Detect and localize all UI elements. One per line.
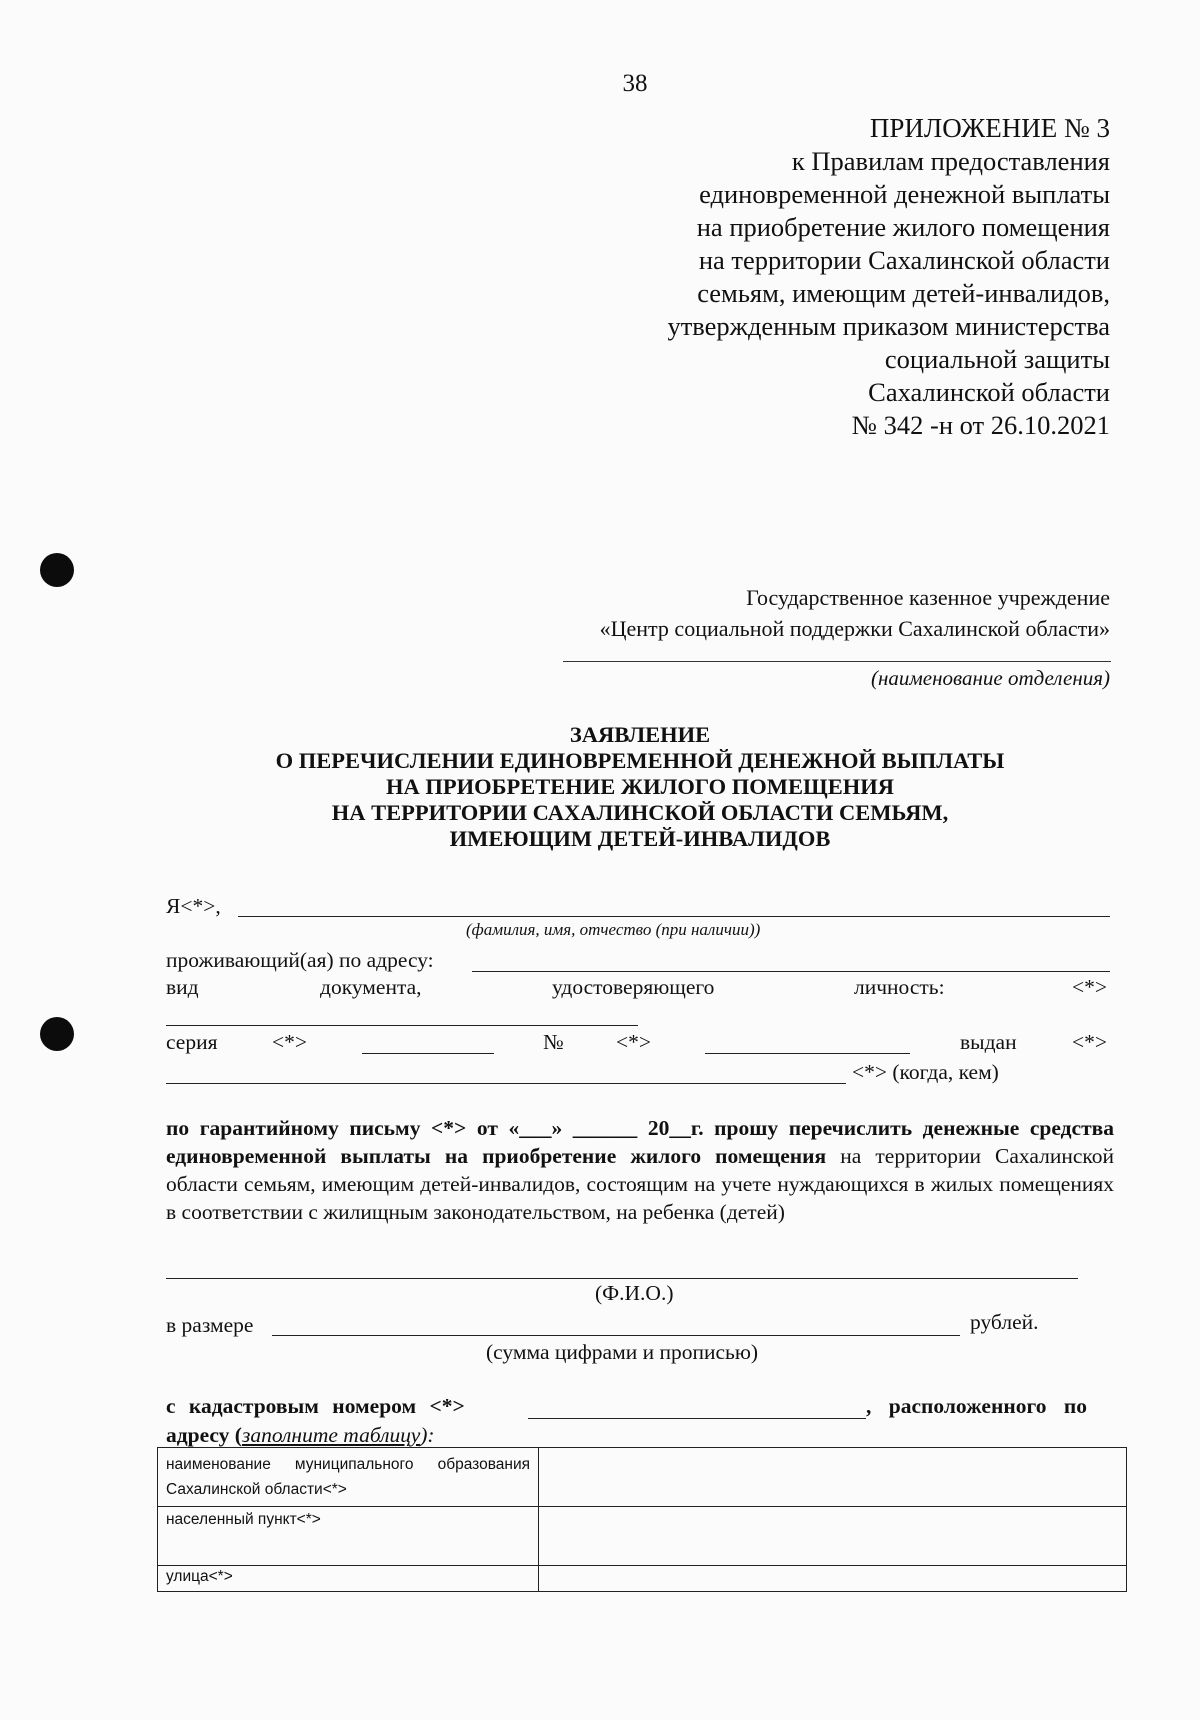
cadastre-label: с кадастровым номером <*> <box>166 1394 465 1418</box>
settlement-label: населенный пункт<*> <box>166 1511 321 1528</box>
applicant-name-caption: (фамилия, имя, отчество (при наличии)) <box>466 920 761 939</box>
doc-word: документа, <box>320 975 422 999</box>
amount-field[interactable] <box>272 1335 960 1336</box>
issued-field[interactable] <box>166 1083 846 1084</box>
annex-line: семьям, имеющим детей-инвалидов, <box>697 278 1110 308</box>
applicant-name-field[interactable] <box>238 916 1110 917</box>
street-label: улица<*> <box>166 1568 233 1585</box>
annex-line: № 342 -н от 26.10.2021 <box>851 410 1110 440</box>
binder-hole-bottom <box>40 1017 74 1051</box>
request-text: на территории Сахалинской области семьям, имеющим детей-инвалидов, состоящим на учете нуждающихся в жилых помещениях в соответствии с жилищным законодательством, на ребенка (детей) <box>166 1144 1115 1224</box>
annex-title: ПРИЛОЖЕНИЕ № 3 <box>869 113 1110 143</box>
document-type-field[interactable] <box>166 1025 638 1026</box>
municipality-value-cell[interactable] <box>539 1448 1127 1507</box>
department-caption: (наименование отделения) <box>870 666 1110 690</box>
title-line: О ПЕРЕЧИСЛЕНИИ ЕДИНОВРЕМЕННОЙ ДЕНЕЖНОЙ ВЫПЛАТЫ <box>275 748 1005 773</box>
doc-word: вид <box>166 975 199 999</box>
issued-label: выдан <box>960 1030 1017 1054</box>
street-value-cell[interactable] <box>539 1566 1127 1592</box>
amount-suffix: рублей. <box>970 1310 1039 1334</box>
table-row <box>158 1507 1127 1566</box>
page-number: 38 <box>622 70 648 97</box>
number-field[interactable] <box>705 1053 910 1054</box>
address-field[interactable] <box>472 971 1110 972</box>
cadastre-suffix: , расположенного по <box>866 1394 1087 1418</box>
organization-line: Государственное казенное учреждение <box>746 585 1110 610</box>
required-mark: <*> <box>616 1030 652 1054</box>
cadastre-field[interactable] <box>528 1418 866 1419</box>
doc-word: личность: <box>854 975 945 999</box>
amount-label: в размере <box>166 1313 254 1337</box>
title-line: ЗАЯВЛЕНИЕ <box>569 722 711 747</box>
series-field[interactable] <box>362 1053 494 1054</box>
child-name-caption: (Ф.И.О.) <box>595 1281 674 1305</box>
address-label: проживающий(ая) по адресу: <box>166 948 434 972</box>
required-mark: <*> <box>272 1030 308 1054</box>
annex-line: на приобретение жилого помещения <box>696 212 1110 242</box>
table-label-cell <box>158 1507 539 1566</box>
organization-name: «Центр социальной поддержки Сахалинской области» <box>599 616 1110 641</box>
number-label: № <box>543 1030 564 1054</box>
department-name-field[interactable] <box>563 661 1111 662</box>
binder-hole-top <box>40 553 74 587</box>
child-name-field[interactable] <box>166 1278 1078 1279</box>
close-paren: ): <box>420 1423 435 1447</box>
address-word: адресу <box>166 1423 230 1447</box>
document-title <box>0 722 1200 852</box>
request-paragraph <box>166 1114 1114 1226</box>
address-table-hint <box>166 1423 435 1448</box>
title-line: НА ТЕРРИТОРИИ САХАЛИНСКОЙ ОБЛАСТИ СЕМЬЯМ, <box>331 800 949 825</box>
annex-line: единовременной денежной выплаты <box>699 179 1110 209</box>
title-line: ИМЕЮЩИМ ДЕТЕЙ-ИНВАЛИДОВ <box>449 826 831 851</box>
doc-word: удостоверяющего <box>552 975 715 999</box>
applicant-label: Я<*>, <box>166 894 221 918</box>
annex-line: на территории Сахалинской области <box>698 245 1110 275</box>
open-paren: ( <box>229 1423 242 1447</box>
settlement-value-cell[interactable] <box>539 1507 1127 1566</box>
annex-line: к Правилам предоставления <box>791 146 1110 176</box>
table-label-cell <box>158 1448 539 1507</box>
doc-word: <*> <box>1072 975 1108 999</box>
request-bold-text: по гарантийному письму <*> от «___» ______ 20__г. прошу перечислить денежные средства единовременной выплаты на приобретение жилого помещения <box>166 1116 1114 1168</box>
annex-line: социальной защиты <box>884 344 1110 374</box>
table-row <box>158 1566 1127 1592</box>
organization-block <box>600 582 1110 644</box>
annex-block <box>667 112 1110 442</box>
issued-caption: <*> (когда, кем) <box>852 1060 999 1084</box>
series-label: серия <box>166 1030 218 1054</box>
table-row <box>158 1448 1127 1507</box>
municipality-label: наименование муниципального образования Сахалинской области<*> <box>166 1456 530 1498</box>
amount-caption: (сумма цифрами и прописью) <box>486 1340 759 1364</box>
annex-line: утвержденным приказом министерства <box>667 311 1110 341</box>
title-line: НА ПРИОБРЕТЕНИЕ ЖИЛОГО ПОМЕЩЕНИЯ <box>385 774 894 799</box>
table-label-cell <box>158 1566 539 1592</box>
address-table <box>157 1447 1127 1592</box>
fill-table-hint: заполните таблицу <box>241 1423 421 1447</box>
required-mark: <*> <box>1072 1030 1108 1054</box>
annex-line: Сахалинской области <box>868 377 1110 407</box>
